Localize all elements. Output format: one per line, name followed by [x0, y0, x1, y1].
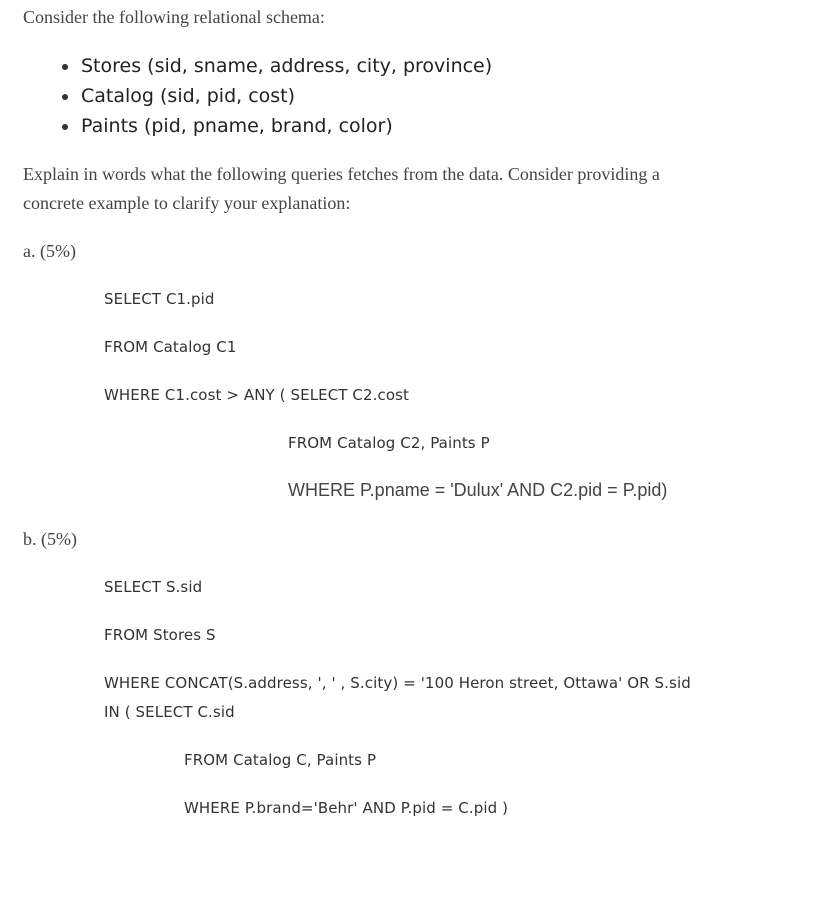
- code-line: SELECT S.sid: [104, 578, 203, 596]
- code-line: SELECT C1.pid: [104, 290, 215, 308]
- schema-item-stores: Stores (sid, sname, address, city, province): [81, 55, 493, 77]
- code-line: WHERE C1.cost > ANY ( SELECT C2.cost: [104, 386, 410, 404]
- schema-item-paints: Paints (pid, pname, brand, color): [81, 115, 393, 137]
- code-line: WHERE P.brand='Behr' AND P.pid = C.pid ): [184, 799, 509, 817]
- code-line: WHERE P.pname = 'Dulux' AND C2.pid = P.pid): [288, 480, 668, 500]
- intro-text: Consider the following relational schema:: [23, 7, 325, 27]
- code-line: FROM Catalog C, Paints P: [184, 751, 377, 769]
- bullet-icon: [62, 94, 68, 100]
- bullet-icon: [62, 124, 68, 130]
- schema-item-catalog: Catalog (sid, pid, cost): [81, 85, 296, 107]
- code-line: IN ( SELECT C.sid: [104, 703, 235, 721]
- code-line: WHERE CONCAT(S.address, ', ' , S.city) = '100 Heron street, Ottawa' OR S.sid: [104, 674, 691, 692]
- instructions-line-1: Explain in words what the following queries fetches from the data. Consider providing a: [23, 164, 660, 184]
- code-line: FROM Stores S: [104, 626, 216, 644]
- instructions-line-2: concrete example to clarify your explanation:: [23, 193, 351, 213]
- code-line: FROM Catalog C1: [104, 338, 237, 356]
- bullet-icon: [62, 64, 68, 70]
- code-line: FROM Catalog C2, Paints P: [288, 434, 490, 452]
- part-b-label: b. (5%): [23, 529, 77, 549]
- part-a-label: a. (5%): [23, 241, 76, 261]
